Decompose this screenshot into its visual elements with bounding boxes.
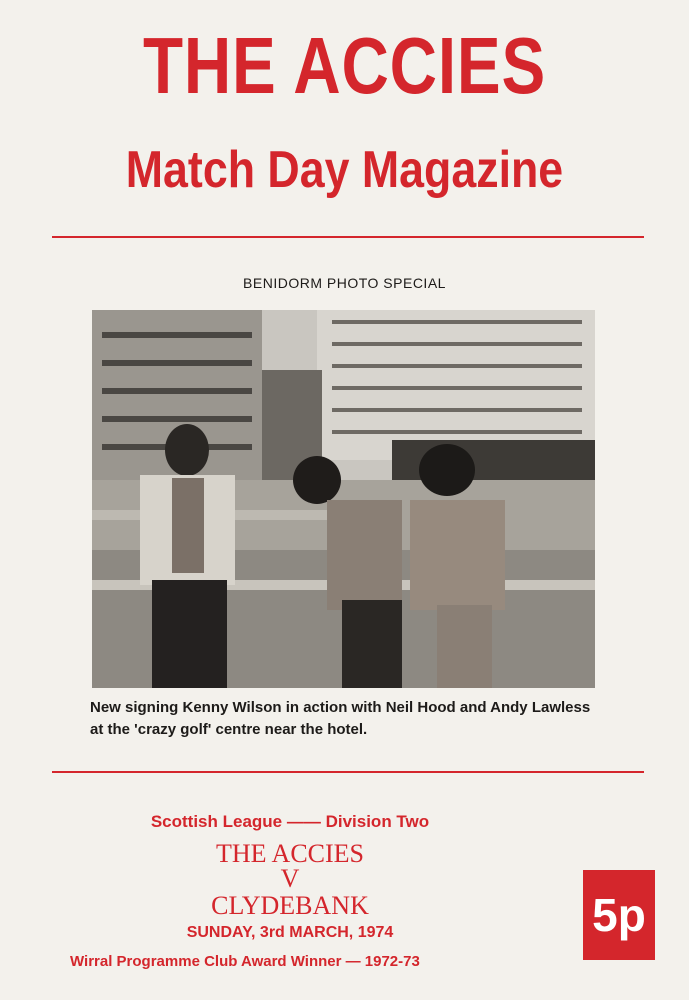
caption-line-1: New signing Kenny Wilson in action with Neil Hood and Andy Lawless: [90, 699, 591, 716]
photo-heading: BENIDORM PHOTO SPECIAL: [243, 275, 446, 291]
versus-label: V: [280, 864, 300, 893]
bottom-divider: [52, 771, 644, 773]
away-team: CLYDEBANK: [211, 891, 369, 920]
price-badge: 5p: [583, 870, 655, 960]
photo-caption: [90, 697, 630, 741]
magazine-subtitle: Match Day Magazine: [125, 141, 564, 199]
award-line: Wirral Programme Club Award Winner — 1972-73: [70, 953, 420, 970]
home-team: THE ACCIES: [215, 839, 365, 868]
top-divider: [52, 236, 644, 238]
match-date: SUNDAY, 3rd MARCH, 1974: [186, 924, 394, 941]
feature-photo: [92, 310, 595, 688]
competition-label: Scottish League —— Division Two: [150, 812, 430, 831]
caption-line-2: at the 'crazy golf' centre near the hotel.: [90, 721, 368, 738]
magazine-title: THE ACCIES: [142, 21, 547, 110]
